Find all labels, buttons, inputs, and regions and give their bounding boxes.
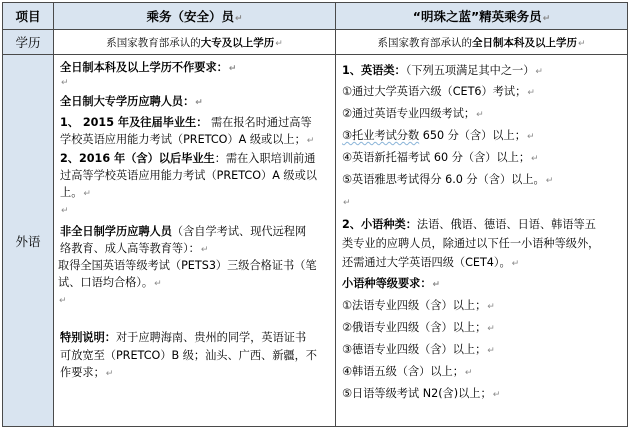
text-line — [342, 64, 543, 79]
text-span: ②通过英语专业四级考试； — [342, 107, 476, 120]
text-line — [60, 186, 91, 201]
paragraph-mark: ↵ — [61, 78, 69, 88]
text-line — [342, 256, 519, 271]
text-line — [60, 116, 312, 129]
text-line — [60, 152, 315, 165]
text-line — [60, 225, 306, 238]
text-line — [342, 151, 539, 166]
text-span: （下列五项满足其中之一） — [405, 64, 535, 77]
text-span: 650 分（含）以上； — [419, 129, 526, 142]
text-span: ①通过大学英语六级（CET6）考试； — [342, 85, 527, 98]
paragraph-mark: ↵ — [545, 176, 554, 186]
text-line — [60, 366, 113, 381]
paragraph-mark: ↵ — [542, 14, 551, 24]
text-span: 对于应聘海南、贵州的同学，英语证书 — [115, 331, 307, 344]
header-row — [3, 3, 628, 30]
text-line — [60, 61, 236, 76]
text-line — [342, 107, 484, 122]
text-span: 试、口语均合格）。 — [58, 276, 154, 289]
text-span: 全日制本科及以上学历不作要求： — [60, 61, 228, 74]
text-line — [60, 242, 208, 257]
requirements-table — [2, 2, 628, 427]
text-line — [342, 387, 500, 402]
text-span: 学校英语应用能力考试（PRETCO）A 级或以上； — [60, 133, 306, 146]
education-label-cell — [3, 30, 54, 55]
text-line — [58, 259, 317, 272]
paragraph-mark: ↵ — [464, 368, 473, 378]
paragraph-mark: ↵ — [432, 280, 441, 290]
education-col2-bold: 全日制本科及以上学历 — [471, 36, 577, 49]
paragraph-mark: ↵ — [535, 67, 543, 77]
paragraph-mark: ↵ — [200, 245, 209, 255]
text-line — [60, 95, 203, 110]
paragraph-mark: ↵ — [531, 154, 539, 164]
text-line — [60, 331, 306, 344]
paragraph-mark: ↵ — [476, 110, 484, 120]
text-span: ⑤日语等级考试 N2(含)以上； — [342, 387, 492, 400]
blank-line — [58, 293, 67, 308]
text-line — [60, 133, 314, 148]
paragraph-mark: ↵ — [343, 198, 351, 208]
header-col2-label: “明珠之蓝”精英乘务员 — [412, 9, 542, 24]
text-line — [342, 173, 553, 188]
text-line — [60, 349, 317, 362]
education-label: 学历 — [15, 35, 41, 50]
paragraph-mark: ↵ — [83, 189, 91, 199]
text-span: 特别说明： — [60, 331, 116, 344]
header-col2-cell — [336, 3, 628, 30]
paragraph-mark: ↵ — [234, 14, 243, 24]
text-span: 类专业的应聘人员，除通过以下任一小语种等级外， — [342, 237, 600, 250]
text-line — [60, 169, 317, 182]
text-span: 法语、俄语、德语、日语、韩语等五 — [416, 218, 596, 231]
language-col1-cell — [54, 55, 336, 427]
paragraph-mark: ↵ — [228, 64, 237, 74]
text-span: 取得全国英语等级考试（PETS3）三级合格证书（笔 — [58, 259, 317, 272]
blank-line — [60, 75, 69, 90]
text-line — [342, 237, 599, 250]
paragraph-mark: ↵ — [275, 38, 283, 49]
education-col2-text: 系国家教育部承认的 — [377, 36, 472, 49]
header-item-cell — [3, 3, 54, 30]
paragraph-mark: ↵ — [487, 346, 495, 356]
text-span: ：需在入职培训前通 — [214, 152, 316, 165]
text-line — [342, 129, 534, 144]
paragraph-mark: ↵ — [526, 132, 535, 142]
text-span: 可放宽至（PRETCO）B 级；汕头、广西、新疆，不 — [60, 349, 317, 362]
paragraph-mark: ↵ — [154, 279, 162, 289]
education-col1-bold: 大专及以上学历 — [200, 36, 275, 49]
text-line — [342, 299, 495, 314]
blank-line — [342, 195, 351, 210]
paragraph-mark: ↵ — [59, 296, 67, 306]
text-span: （含自学考试、现代远程网 — [171, 225, 307, 238]
paragraph-mark: ↵ — [511, 259, 520, 269]
header-col1-cell — [54, 3, 336, 30]
text-span: ③德语专业四级（含）以上； — [342, 343, 487, 356]
paragraph-mark: ↵ — [527, 88, 535, 98]
text-span: 1、 2015 年及往届毕业生： — [60, 116, 208, 129]
language-label: 外语 — [15, 233, 41, 249]
text-span: ④英语新托福考试 60 分（含）以上； — [342, 151, 531, 164]
paragraph-mark: ↵ — [492, 390, 501, 400]
header-item-label: 项目 — [15, 9, 41, 24]
paragraph-mark: ↵ — [577, 38, 586, 49]
paragraph-mark: ↵ — [105, 369, 114, 379]
paragraph-mark: ↵ — [195, 98, 203, 108]
text-span: 上。 — [60, 186, 83, 199]
text-span: 小语种等级要求： — [342, 277, 432, 290]
text-span: 1、英语类： — [342, 64, 406, 77]
paragraph-mark: ↵ — [487, 302, 495, 312]
text-span: ④韩语五级（含）以上； — [342, 365, 464, 378]
text-span: ②俄语专业四级（含）以上； — [342, 321, 487, 334]
text-line — [342, 321, 495, 336]
header-col1-label: 乘务（安全）员 — [146, 9, 234, 24]
education-col2-cell — [336, 30, 628, 55]
text-span: 络教育、成人高等教育等）： — [60, 242, 200, 255]
text-line — [342, 343, 495, 358]
education-col1-text: 系国家教育部承认的 — [106, 36, 201, 49]
education-col1-cell — [54, 30, 336, 55]
text-span: ①法语专业四级（含）以上； — [342, 299, 487, 312]
text-span: 2、2016 年（含）以后毕业生 — [60, 152, 215, 165]
text-span: ③托业考试分数 — [342, 129, 420, 142]
text-span: 全日制大专学历应聘人员： — [60, 95, 195, 108]
text-span: 还需通过大学英语四级（CET4）。 — [342, 256, 511, 269]
text-line — [342, 277, 440, 292]
text-line — [58, 276, 162, 291]
language-label-cell — [3, 55, 54, 427]
text-span: 2、小语种类： — [342, 218, 417, 231]
blank-line — [60, 203, 69, 218]
text-span: 过高等学校英语应用能力考试（PRETCO）A 级或以 — [60, 169, 317, 182]
text-span: 作要求； — [60, 366, 105, 379]
text-span: 需在报名时通过高等 — [207, 116, 312, 129]
text-line — [342, 218, 596, 231]
language-col2-cell — [336, 55, 628, 427]
language-row — [3, 55, 628, 427]
text-line — [342, 365, 472, 380]
paragraph-mark: ↵ — [487, 324, 495, 334]
text-span: ⑤英语雅思考试得分 6.0 分（含）以上。 — [342, 173, 545, 186]
text-line — [342, 85, 535, 100]
text-span: 非全日制学历应聘人员 — [60, 225, 172, 238]
paragraph-mark: ↵ — [306, 136, 315, 146]
education-row — [3, 30, 628, 55]
paragraph-mark: ↵ — [61, 206, 69, 216]
